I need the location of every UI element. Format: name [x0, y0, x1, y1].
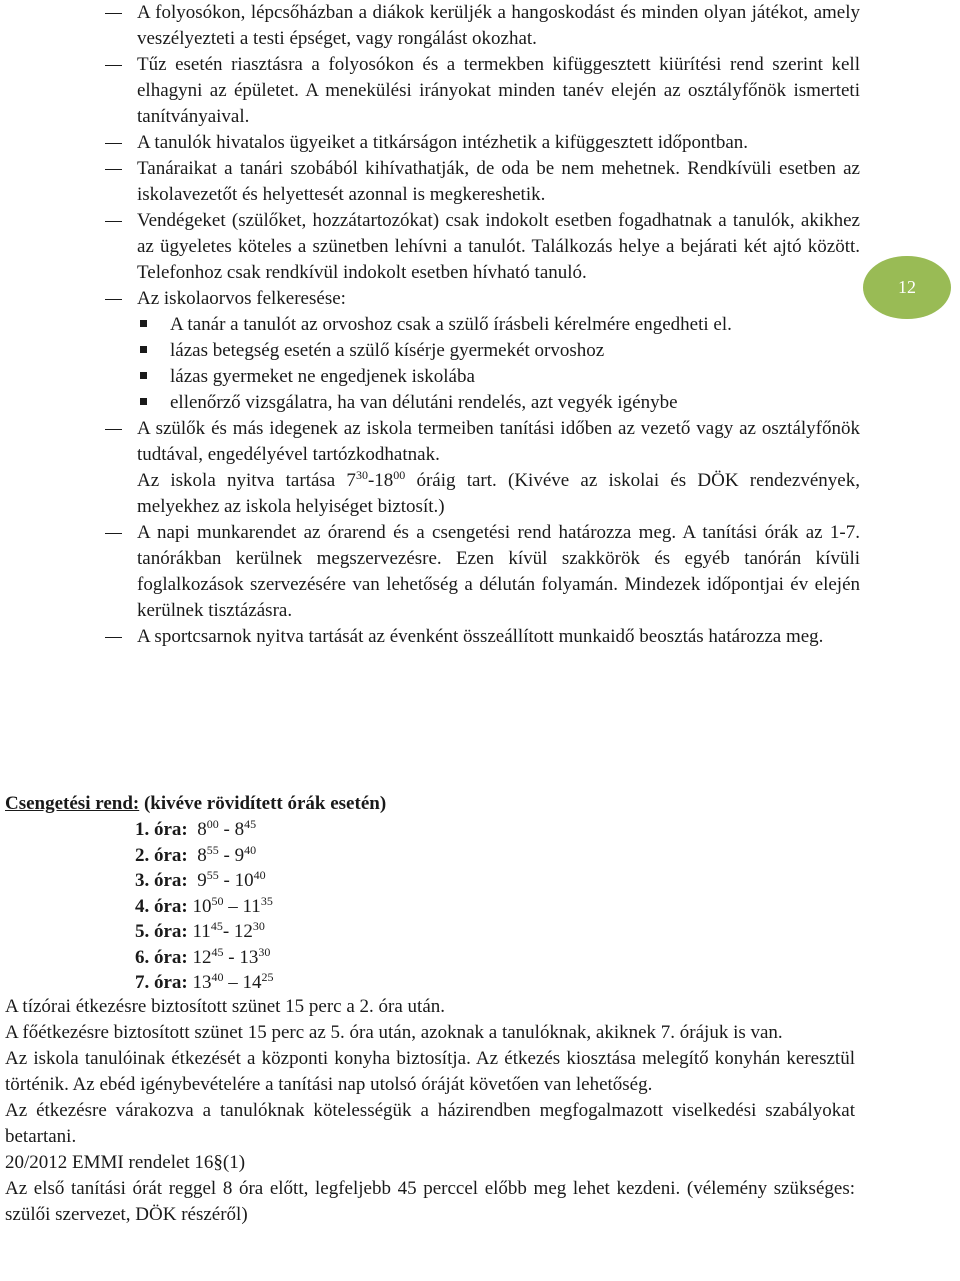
paragraph: Az iskola tanulóinak étkezését a központi konyha biztosítja. Az étkezés kiosztása melegítő konyhán keresztül történik. Az ebéd igénybevételére a tanítási nap utolsó óráját követően van lehetőség.	[5, 1048, 855, 1095]
schedule-row: 6. óra: $12^{45} - 13^{30}$	[135, 944, 271, 968]
list-item: A folyosókon, lépcsőházban a diákok kerüljék a hangoskodást és minden olyan játékot, amely veszélyezteti a testi épséget, vagy rongálást okozhat.	[100, 0, 860, 52]
list-item: Vendégeket (szülőket, hozzátartozókat) csak indokolt esetben fogadhatnak a tanulók, akikhez az ügyeletes köteles a szünetben lehívni a tanulót. Találkozás helye a bejárati két ajtó között. Telefonhoz csak rendkívül indokolt esetben hívható tanuló.	[100, 208, 860, 286]
house-rules-list	[100, 0, 860, 650]
paragraph: Az első tanítási órát reggel 8 óra előtt, legfeljebb 45 perccel előbb meg lehet kezdeni. (vélemény szükséges: szülői szervezet, DÖK részéről)	[5, 1178, 855, 1225]
dash-bullet-icon	[105, 429, 122, 430]
dash-bullet-icon	[105, 169, 122, 170]
schedule-row: 3. óra: $9^{55} - 10^{40}$	[135, 868, 266, 891]
opening-hours-text: Az iskola nyitva tartása $7^{30}-18^{00}$ óráig tart. (Kivéve az iskolai és DÖK rendezvények, melyekhez az iskola helyiséget biztosít.)	[137, 468, 860, 517]
schedule-row: 4. óra: $10^{50} - 11^{35}$	[135, 893, 273, 917]
schedule-row: 1. óra: $8^{00} - 8^{45}$	[135, 817, 257, 840]
sub-list-item: lázas gyermeket ne engedjenek iskolába	[100, 364, 860, 390]
list-item: A sportcsarnok nyitva tartását az évenként összeállított munkaidő beosztás határozza meg.	[100, 624, 860, 650]
square-bullet-icon	[140, 372, 147, 379]
closing-paragraphs	[5, 994, 855, 1228]
schedule-row: 7. óra: $13^{40} - 14^{25}$	[135, 970, 274, 993]
dash-bullet-icon	[105, 13, 122, 14]
sub-list-item: ellenőrző vizsgálatra, ha van délutáni rendelés, azt vegyék igénybe	[100, 390, 860, 416]
dash-bullet-icon	[105, 65, 122, 66]
list-item: Tanáraikat a tanári szobából kihívathatják, de oda be nem mehetnek. Rendkívüli esetben az iskolavezetőt és helyettesét azonnal is megkereshetik.	[100, 156, 860, 208]
square-bullet-icon	[140, 398, 147, 405]
dash-bullet-icon	[105, 143, 122, 144]
paragraph: Az étkezésre várakozva a tanulóknak kötelességük a házirendben megfogalmazott viselkedési szabályokat betartani.	[5, 1100, 855, 1147]
paragraph: A főétkezésre biztosított szünet 15 perc az 5. óra után, azoknak a tanulóknak, akiknek 7. órájuk is van.	[5, 1022, 783, 1043]
dash-bullet-icon	[105, 637, 122, 638]
dash-bullet-icon	[105, 299, 122, 300]
list-item: A tanulók hivatalos ügyeiket a titkárságon intézhetik a kifüggesztett időpontban.	[100, 130, 860, 156]
page-number-badge: 12	[863, 256, 951, 319]
sub-list-item: lázas betegség esetén a szülő kísérje gyermekét orvoshoz	[100, 338, 860, 364]
list-item: Az iskolaorvos felkeresése:	[100, 286, 860, 312]
paragraph: A tízórai étkezésre biztosított szünet 15 perc a 2. óra után.	[5, 996, 446, 1017]
sub-list-item: A tanár a tanulót az orvoshoz csak a szülő írásbeli kérelmére engedheti el.	[100, 312, 860, 338]
bell-schedule	[135, 817, 274, 996]
schedule-heading: Csengetési rend: (kivéve rövidített órák esetén)	[5, 793, 387, 814]
schedule-row: 2. óra: $8^{55} - 9^{40}$	[135, 842, 257, 866]
dash-bullet-icon	[105, 533, 122, 534]
square-bullet-icon	[140, 346, 147, 353]
list-item: Tűz esetén riasztásra a folyosókon és a termekben kifüggesztett kiürítési rend szerint kell elhagyni az épületet. A menekülési irányokat minden tanév elején az osztályfőnök ismerteti tanítványaival.	[100, 52, 860, 130]
list-item: A napi munkarendet az órarend és a csengetési rend határozza meg. A tanítási órák az 1-7. tanórákban kerülnek megszervezésre. Ezen kívül szakkörök és egyéb tanórán kívüli foglalkozások szervezésére van lehetőség a délután folyamán. Mindezek időpontjai év elején kerülnek tisztázásra.	[100, 520, 860, 624]
list-item: A szülők és más idegenek az iskola termeiben tanítási időben az vezető vagy az osztályfőnök tudtával, engedélyével tartózkodhatnak.	[100, 416, 860, 468]
schedule-row: 5. óra: $11^{45}-$ $12^{30}$	[135, 919, 265, 942]
square-bullet-icon	[140, 320, 147, 327]
dash-bullet-icon	[105, 221, 122, 222]
regulation-reference: 20/2012 EMMI rendelet 16§(1)	[5, 1152, 246, 1173]
